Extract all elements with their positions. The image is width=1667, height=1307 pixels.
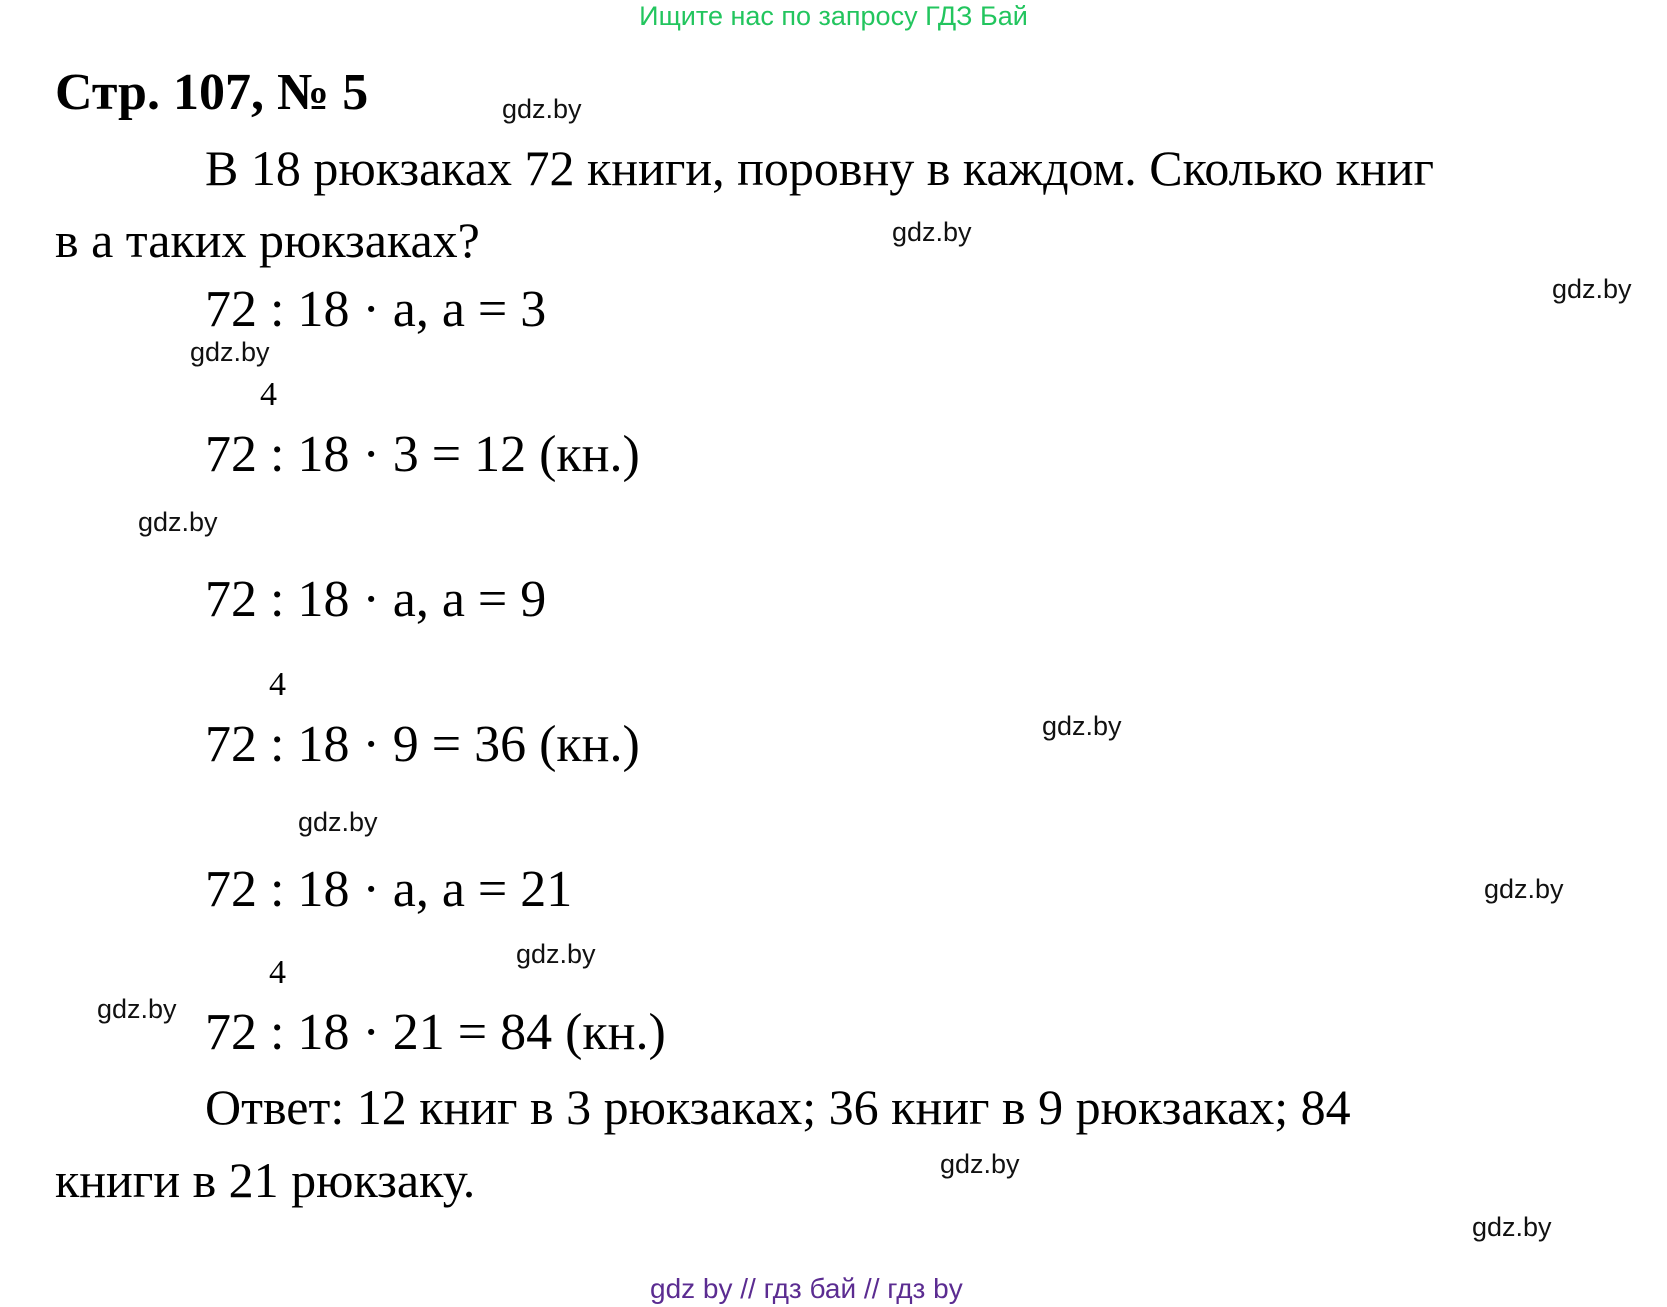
quotient-note-2: 4 (269, 666, 286, 703)
search-banner: Ищите нас по запросу ГДЗ Бай (639, 1, 1028, 31)
watermark: gdz.by (516, 939, 596, 969)
watermark: gdz.by (892, 217, 972, 247)
page-title: Стр. 107, № 5 (55, 64, 369, 121)
calculation-1: 72 : 18 · 3 = 12 (кн.) (205, 426, 640, 483)
watermark: gdz.by (190, 337, 270, 367)
watermark: gdz.by (1042, 711, 1122, 741)
calculation-3: 72 : 18 · 21 = 84 (кн.) (205, 1004, 666, 1061)
problem-line-2: в а таких рюкзаках? (55, 212, 480, 268)
expression-3: 72 : 18 · а, а = 21 (205, 861, 573, 918)
answer-line-1: Ответ: 12 книг в 3 рюкзаках; 36 книг в 9 рюкзаках; 84 (205, 1079, 1351, 1135)
answer-line-2: книги в 21 рюкзаку. (55, 1152, 476, 1208)
expression-2: 72 : 18 · а, а = 9 (205, 571, 547, 628)
problem-line-1: В 18 рюкзаках 72 книги, поровну в каждом. Сколько книг (205, 140, 1434, 196)
calculation-2: 72 : 18 · 9 = 36 (кн.) (205, 716, 640, 773)
watermark: gdz.by (1552, 274, 1632, 304)
quotient-note-1: 4 (260, 376, 277, 413)
watermark: gdz.by (138, 507, 218, 537)
watermark: gdz.by (298, 807, 378, 837)
watermark: gdz.by (502, 94, 582, 124)
quotient-note-3: 4 (269, 954, 286, 991)
watermark: gdz.by (940, 1149, 1020, 1179)
watermark: gdz.by (97, 994, 177, 1024)
watermark: gdz.by (1484, 874, 1564, 904)
watermark: gdz.by (1472, 1212, 1552, 1242)
expression-1: 72 : 18 · а, а = 3 (205, 281, 547, 338)
footer-links: gdz by // гдз бай // гдз by (650, 1273, 963, 1304)
